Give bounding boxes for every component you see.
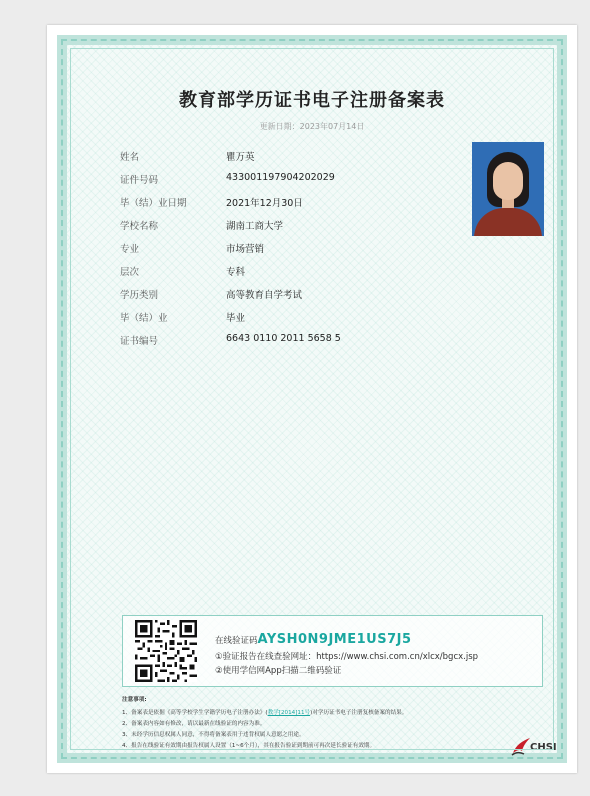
field-value: 433001197904202029 (226, 172, 335, 183)
field-label: 姓名 (120, 152, 140, 163)
field-label: 层次 (120, 267, 140, 278)
field-label: 学历类别 (120, 290, 159, 301)
chsi-bird-icon (510, 735, 532, 757)
qr-code-icon[interactable] (135, 620, 197, 682)
note-text: )对学历证书电子注册复核备案的结果。 (310, 710, 408, 716)
verify-url-text: ①验证报告在线查验网址：https://www.chsi.com.cn/xlcx/bgcx.jsp (215, 652, 479, 662)
field-label: 专业 (120, 244, 140, 255)
note-text: 1、备案表是依据《高等学校学生学籍学历电子注册办法》( (122, 710, 268, 716)
verification-code-line (215, 632, 412, 647)
field-value: 高等教育自学考试 (226, 290, 303, 301)
note-item: 3、未经学历信息权属人同意，不得将备案表用于违背权属人意愿之用途。 (122, 732, 305, 738)
field-label: 证件号码 (120, 175, 159, 186)
field-label: 毕（结）业 (120, 313, 168, 324)
field-label: 学校名称 (120, 221, 159, 232)
verification-code: AYSH0N9JME1US7J5 (257, 632, 412, 647)
note-item (122, 708, 407, 719)
chsi-logo-text: CHSI (530, 742, 557, 753)
field-value: 市场营销 (226, 244, 265, 255)
id-photo (472, 142, 544, 236)
field-value: 2021年12月30日 (226, 198, 303, 209)
field-value: 6643 0110 2011 5658 5 (226, 333, 341, 344)
field-label: 毕（结）业日期 (120, 198, 187, 209)
notes-section (122, 695, 407, 752)
record-page (47, 25, 577, 773)
decorative-border (57, 35, 567, 763)
notes-title: 注意事项: (122, 697, 147, 703)
verification-box (122, 615, 543, 687)
note-item: 2、备案表内容如有修改，请以最新在线验证的内容为准。 (122, 721, 266, 727)
verify-app-text: ②使用学信网App扫描二维码验证 (215, 666, 342, 676)
update-date: 更新日期：2023年07月14日 (259, 122, 365, 131)
note-item: 4、报告在线验证有效期由报告权属人设置（1~6个月），其在报告验证到期前可再次延长验证有效期。 (122, 743, 376, 749)
field-value: 瞿万英 (226, 152, 255, 163)
field-value: 专科 (226, 267, 246, 278)
page-title: 教育部学历证书电子注册备案表 (179, 90, 445, 111)
field-value: 毕业 (226, 313, 246, 324)
verification-code-label: 在线验证码 (215, 636, 258, 646)
field-label: 证书编号 (120, 336, 159, 347)
chsi-logo (510, 735, 558, 757)
regulation-link[interactable]: 教学[2014]11号 (267, 710, 311, 716)
field-value: 湖南工商大学 (226, 221, 284, 232)
